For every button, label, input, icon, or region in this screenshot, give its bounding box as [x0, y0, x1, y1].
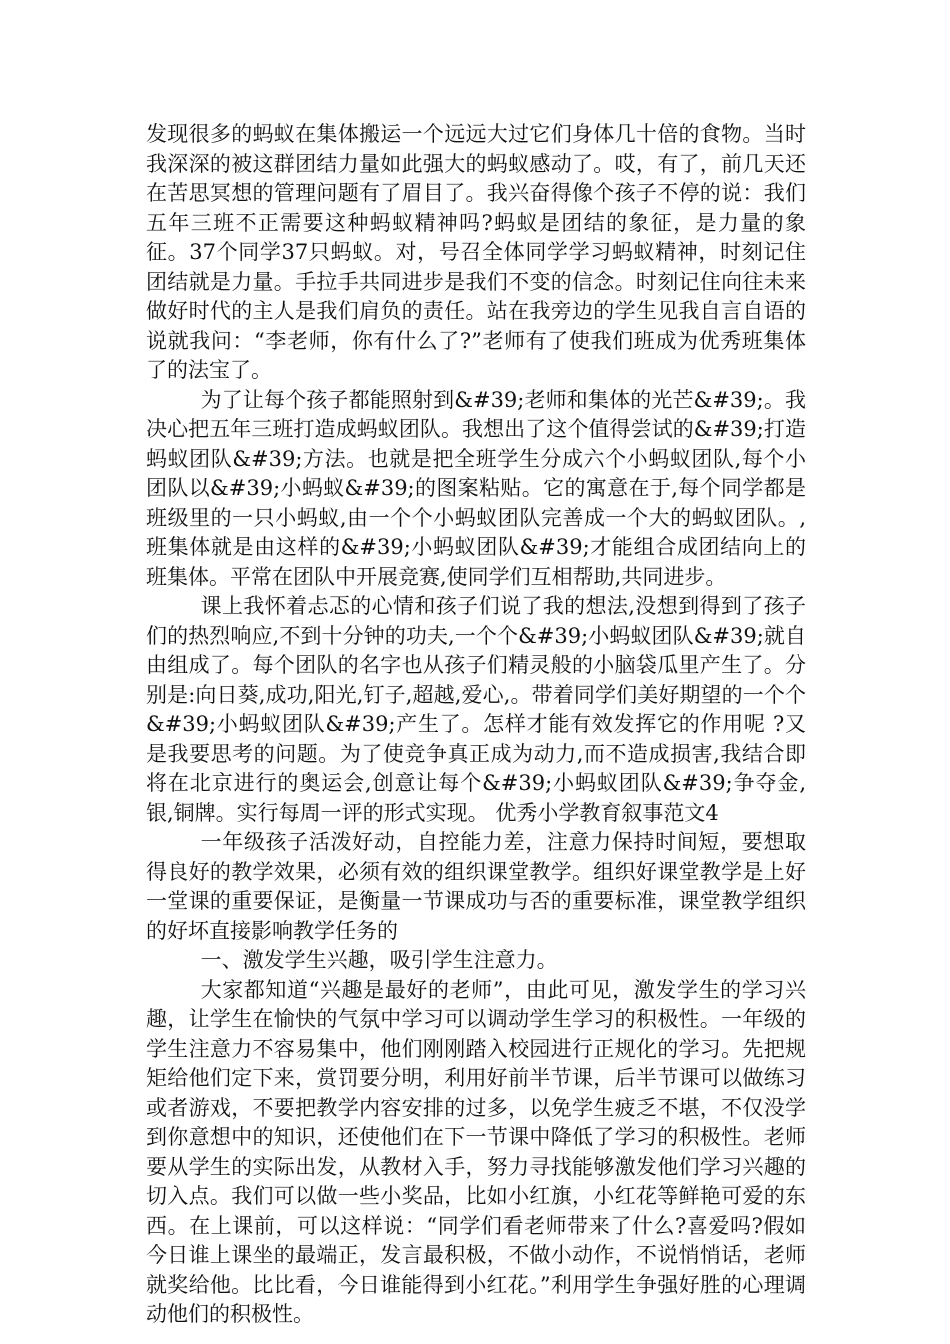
- paragraph-1: 发现很多的蚂蚁在集体搬运一个远远大过它们身体几十倍的食物。当时我深深的被这群团结力量如此强大的蚂蚁感动了。哎，有了，前几天还在苦思冥想的管理问题有了眉目了。我兴奋得像个孩子不停的说：我们五年三班不正需要这种蚂蚁精神吗?蚂蚁是团结的象征，是力量的象征。37个同学37只蚂蚁。对，号召全体同学学习蚂蚁精神，时刻记住团结就是力量。手拉手共同进步是我们不变的信念。时刻记住向往未来做好时代的主人是我们肩负的责任。站在我旁边的学生见我自言自语的说就我问：“李老师，你有什么了?”老师有了使我们班成为优秀班集体了的法宝了。: [146, 122, 806, 382]
- paragraph-5: 大家都知道“兴趣是最好的老师”，由此可见，激发学生的学习兴趣，让学生在愉快的气氛中学习可以调动学生学习的积极性。一年级的学生注意力不容易集中，他们刚刚踏入校园进行正规化的学习。先把规矩给他们定下来，赏罚要分明，利用好前半节课，后半节课可以做练习或者游戏，不要把教学内容安排的过多，以免学生疲乏不堪，不仅没学到你意想中的知识，还使他们在下一节课中降低了学习的积极性。老师要从学生的实际出发，从教材入手，努力寻找能够激发他们学习兴趣的切入点。我们可以做一些小奖品，比如小红旗，小红花等鲜艳可爱的东西。在上课前，可以这样说：“同学们看老师带来了什么?喜爱吗?假如今日谁上课坐的最端正，发言最积极，不做小动作，不说悄悄话，老师就奖给他。比比看，今日谁能得到小红花。”利用学生争强好胜的心理调动他们的积极性。: [146, 977, 806, 1326]
- paragraph-4: 一年级孩子活泼好动，自控能力差，注意力保持时间短，要想取得良好的教学效果，必须有效的组织课堂教学。组织好课堂教学是上好一堂课的重要保证，是衡量一节课成功与否的重要标准，课堂教学组织的好坏直接影响教学任务的: [146, 830, 806, 943]
- document-body: [146, 120, 806, 1330]
- paragraph-3: 课上我怀着忐忑的心情和孩子们说了我的想法,没想到得到了孩子们的热烈响应,不到十分钟的功夫,一个个&#39;小蚂蚁团队&#39;就自由组成了。每个团队的名字也从孩子们精灵般的小脑袋瓜里产生了。分别是:向日葵,成功,阳光,钉子,超越,爱心,。带着同学们美好期望的一个个&#39;小蚂蚁团队&#39;产生了。怎样才能有效发挥它的作用呢 ?又是我要思考的问题。为了使竞争真正成为动力,而不造成损害,我结合即将在北京进行的奥运会,创意让每个&#39;小蚂蚁团队&#39;争夺金,银,铜牌。实行每周一评的形式实现。 优秀小学教育叙事范文4: [146, 594, 806, 825]
- paragraph-2: 为了让每个孩子都能照射到&#39;老师和集体的光芒&#39;。我决心把五年三班打造成蚂蚁团队。我想出了这个值得尝试的&#39;打造蚂蚁团队&#39;方法。也就是把全班学生分成六个小蚂蚁团队,每个小团队以&#39;小蚂蚁&#39;的图案粘贴。它的寓意在于,每个同学都是班级里的一只小蚂蚁,由一个个小蚂蚁团队完善成一个大的蚂蚁团队。,班集体就是由这样的&#39;小蚂蚁团队&#39;才能组合成团结向上的班集体。平常在团队中开展竞赛,使同学们互相帮助,共同进步。: [146, 387, 806, 589]
- section-heading: 一、激发学生兴趣，吸引学生注意力。: [200, 948, 558, 972]
